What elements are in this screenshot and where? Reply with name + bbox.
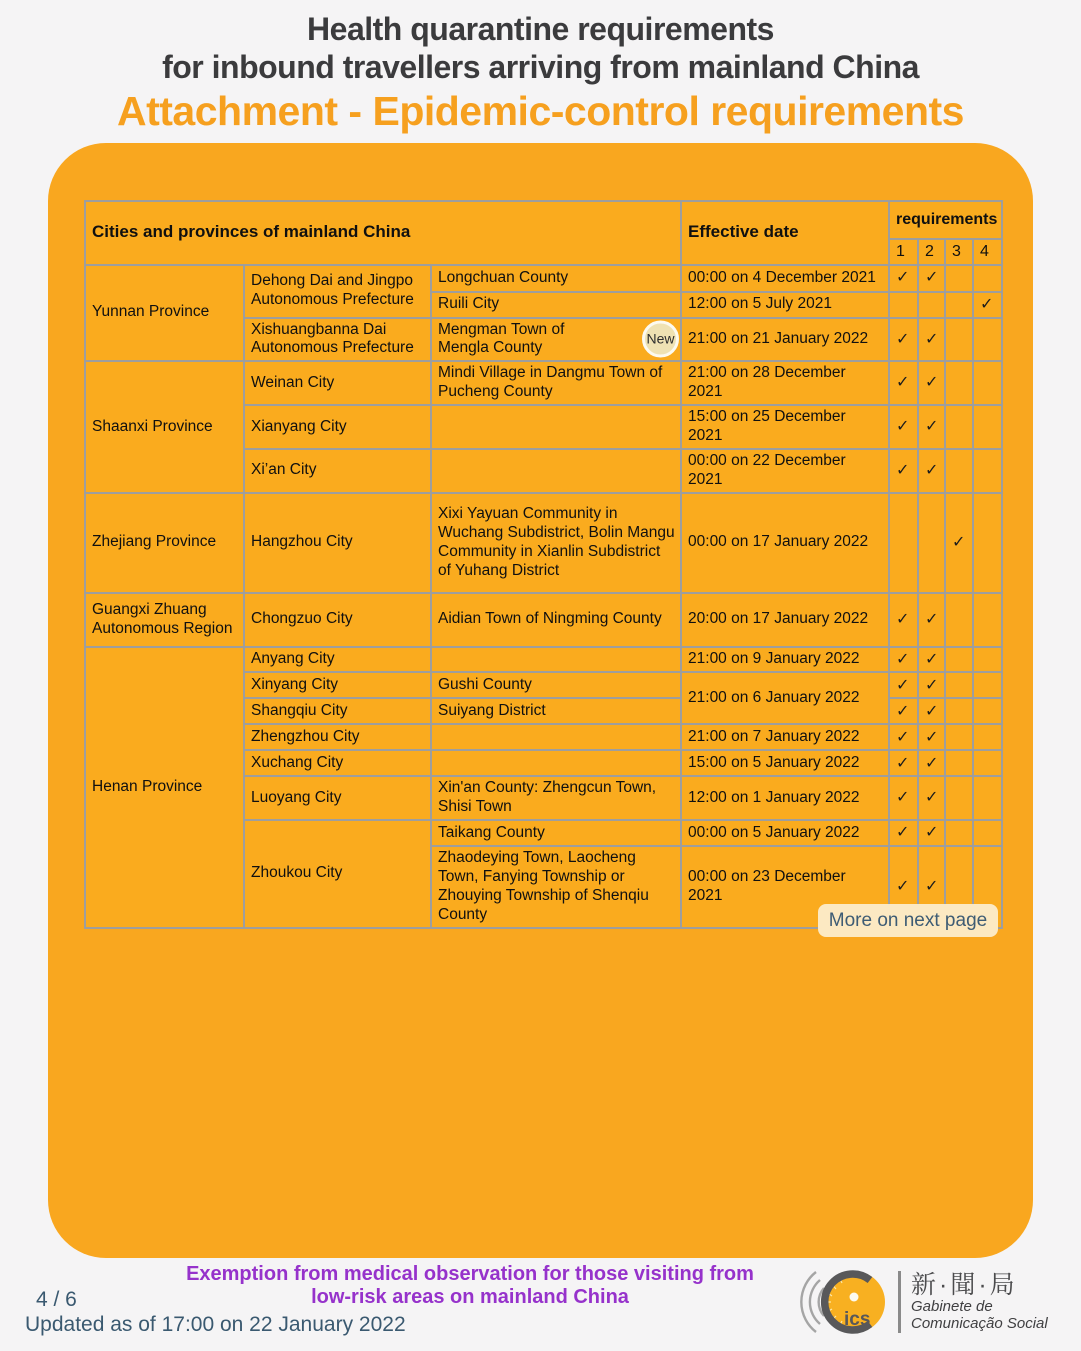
cell-area bbox=[431, 750, 681, 776]
exemption-note bbox=[150, 1263, 790, 1310]
cell-area: Taikang County bbox=[431, 820, 681, 846]
cell-city: Shangqiu City bbox=[244, 698, 431, 724]
cell-check-1: ✓ bbox=[889, 724, 918, 750]
cell-city: Zhengzhou City bbox=[244, 724, 431, 750]
cell-area: Longchuan County bbox=[431, 265, 681, 292]
page-number: 4 / 6 bbox=[36, 1288, 77, 1311]
cell-check-4: ✓ bbox=[973, 292, 1002, 318]
cell-check-4 bbox=[973, 724, 1002, 750]
cell-area-text: Mengman Town of Mengla County bbox=[438, 320, 565, 357]
cell-check-2: ✓ bbox=[918, 265, 945, 292]
cell-check-4 bbox=[973, 776, 1002, 820]
cell-check-4 bbox=[973, 405, 1002, 449]
table-row bbox=[85, 493, 1002, 593]
cell-city: Hangzhou City bbox=[244, 493, 431, 593]
cell-date: 12:00 on 5 July 2021 bbox=[681, 292, 889, 318]
cell-check-3 bbox=[945, 698, 973, 724]
cell-check-3 bbox=[945, 776, 973, 820]
cell-city: Chongzuo City bbox=[244, 593, 431, 647]
requirements-table bbox=[84, 200, 1003, 929]
cell-date: 00:00 on 4 December 2021 bbox=[681, 265, 889, 292]
cell-date: 21:00 on 21 January 2022 bbox=[681, 318, 889, 362]
header-effective-date: Effective date bbox=[681, 201, 889, 265]
cell-check-4 bbox=[973, 647, 1002, 673]
cell-check-1: ✓ bbox=[889, 698, 918, 724]
cell-check-4 bbox=[973, 493, 1002, 593]
cell-date: 00:00 on 23 December 2021 bbox=[681, 846, 889, 928]
exemption-line1: Exemption from medical observation for those visiting from bbox=[186, 1263, 754, 1285]
header-req-3: 3 bbox=[945, 239, 973, 265]
header-req-1: 1 bbox=[889, 239, 918, 265]
cell-check-3: ✓ bbox=[945, 493, 973, 593]
cell-check-4 bbox=[973, 750, 1002, 776]
cell-date: 21:00 on 9 January 2022 bbox=[681, 647, 889, 673]
more-on-next-page-button[interactable]: More on next page bbox=[818, 904, 998, 937]
cell-check-3 bbox=[945, 672, 973, 698]
gcs-logo-text bbox=[898, 1271, 1048, 1333]
cell-city: Zhoukou City bbox=[244, 820, 431, 928]
cell-check-3 bbox=[945, 820, 973, 846]
cell-area: Gushi County bbox=[431, 672, 681, 698]
cell-area bbox=[431, 647, 681, 673]
cell-check-2: ✓ bbox=[918, 449, 945, 493]
svg-text:ics: ics bbox=[844, 1309, 871, 1330]
gcs-logo-icon bbox=[790, 1261, 894, 1343]
cell-area bbox=[431, 405, 681, 449]
cell-check-4 bbox=[973, 449, 1002, 493]
updated-timestamp: Updated as of 17:00 on 22 January 2022 bbox=[25, 1313, 406, 1336]
cell-check-1: ✓ bbox=[889, 750, 918, 776]
cell-city: Xinyang City bbox=[244, 672, 431, 698]
cell-check-4 bbox=[973, 672, 1002, 698]
cell-area: Aidian Town of Ningming County bbox=[431, 593, 681, 647]
cell-check-1: ✓ bbox=[889, 820, 918, 846]
cell-check-2: ✓ bbox=[918, 593, 945, 647]
cell-check-2: ✓ bbox=[918, 698, 945, 724]
cell-check-1 bbox=[889, 493, 918, 593]
cell-check-2: ✓ bbox=[918, 672, 945, 698]
cell-check-3 bbox=[945, 361, 973, 405]
exemption-line2: low-risk areas on mainland China bbox=[311, 1286, 629, 1309]
cell-check-4 bbox=[973, 820, 1002, 846]
cell-check-4 bbox=[973, 318, 1002, 362]
cell-check-3 bbox=[945, 265, 973, 292]
page-header bbox=[0, 10, 1081, 133]
gcs-pt-line1: Gabinete de bbox=[911, 1297, 993, 1315]
cell-date: 15:00 on 25 December 2021 bbox=[681, 405, 889, 449]
cell-date: 00:00 on 22 December 2021 bbox=[681, 449, 889, 493]
cell-area: Mindi Village in Dangmu Town of Pucheng County bbox=[431, 361, 681, 405]
cell-check-2: ✓ bbox=[918, 318, 945, 362]
cell-check-3 bbox=[945, 449, 973, 493]
cell-check-1: ✓ bbox=[889, 405, 918, 449]
cell-date: 12:00 on 1 January 2022 bbox=[681, 776, 889, 820]
header-requirements: requirements bbox=[889, 201, 1002, 239]
cell-check-4 bbox=[973, 593, 1002, 647]
orange-card bbox=[48, 143, 1033, 1258]
cell-check-2 bbox=[918, 493, 945, 593]
gcs-chinese-name: 新·聞·局 bbox=[911, 1270, 1018, 1299]
cell-check-1: ✓ bbox=[889, 672, 918, 698]
cell-check-4 bbox=[973, 265, 1002, 292]
gcs-pt-line2: Comunicação Social bbox=[911, 1315, 1048, 1333]
table-row bbox=[85, 593, 1002, 647]
cell-check-1: ✓ bbox=[889, 647, 918, 673]
cell-date: 00:00 on 17 January 2022 bbox=[681, 493, 889, 593]
cell-check-3 bbox=[945, 405, 973, 449]
cell-date: 15:00 on 5 January 2022 bbox=[681, 750, 889, 776]
cell-date: 21:00 on 6 January 2022 bbox=[681, 672, 889, 724]
cell-area bbox=[431, 724, 681, 750]
cell-area: Xixi Yayuan Community in Wuchang Subdistrict, Bolin Mangu Community in Xianlin Subdistrict of Yuhang District bbox=[431, 493, 681, 593]
cell-check-2: ✓ bbox=[918, 647, 945, 673]
cell-province: Yunnan Province bbox=[85, 265, 244, 362]
cell-city: Xianyang City bbox=[244, 405, 431, 449]
cell-check-2: ✓ bbox=[918, 405, 945, 449]
cell-city: Xishuangbanna Dai Autonomous Prefecture bbox=[244, 318, 431, 362]
page-title-line2: for inbound travellers arriving from mainland China bbox=[162, 49, 919, 86]
cell-check-1: ✓ bbox=[889, 318, 918, 362]
cell-area: Xin'an County: Zhengcun Town, Shisi Town bbox=[431, 776, 681, 820]
cell-check-3 bbox=[945, 647, 973, 673]
cell-province: Henan Province bbox=[85, 647, 244, 928]
cell-check-1: ✓ bbox=[889, 776, 918, 820]
cell-province: Shaanxi Province bbox=[85, 361, 244, 492]
new-badge: New bbox=[642, 321, 679, 358]
cell-check-1: ✓ bbox=[889, 593, 918, 647]
cell-area: Zhaodeying Town, Laocheng Town, Fanying Township or Zhouying Township of Shenqiu County bbox=[431, 846, 681, 928]
page-title-line1: Health quarantine requirements bbox=[307, 11, 774, 47]
cell-area: Suiyang District bbox=[431, 698, 681, 724]
cell-province: Zhejiang Province bbox=[85, 493, 244, 593]
gcs-logo bbox=[790, 1260, 1048, 1344]
cell-city: Luoyang City bbox=[244, 776, 431, 820]
cell-check-3 bbox=[945, 292, 973, 318]
cell-check-1: ✓ bbox=[889, 846, 918, 928]
cell-check-2: ✓ bbox=[918, 820, 945, 846]
cell-date: 21:00 on 28 December 2021 bbox=[681, 361, 889, 405]
cell-date: 00:00 on 5 January 2022 bbox=[681, 820, 889, 846]
cell-check-3 bbox=[945, 593, 973, 647]
cell-date: 21:00 on 7 January 2022 bbox=[681, 724, 889, 750]
table-row bbox=[85, 647, 1002, 673]
cell-check-3 bbox=[945, 750, 973, 776]
cell-check-1: ✓ bbox=[889, 361, 918, 405]
cell-check-2 bbox=[918, 292, 945, 318]
cell-check-4 bbox=[973, 361, 1002, 405]
cell-check-1 bbox=[889, 292, 918, 318]
cell-check-3 bbox=[945, 318, 973, 362]
cell-city: Xuchang City bbox=[244, 750, 431, 776]
attachment-subtitle: Attachment - Epidemic-control requirements bbox=[117, 87, 964, 134]
cell-area bbox=[431, 449, 681, 493]
cell-check-2: ✓ bbox=[918, 776, 945, 820]
cell-area: Ruili City bbox=[431, 292, 681, 318]
cell-city: Weinan City bbox=[244, 361, 431, 405]
cell-check-1: ✓ bbox=[889, 265, 918, 292]
cell-check-2: ✓ bbox=[918, 361, 945, 405]
cell-city: Anyang City bbox=[244, 647, 431, 673]
table-row bbox=[85, 265, 1002, 292]
cell-province: Guangxi Zhuang Autonomous Region bbox=[85, 593, 244, 647]
cell-check-2: ✓ bbox=[918, 724, 945, 750]
table-row bbox=[85, 361, 1002, 405]
cell-check-2: ✓ bbox=[918, 750, 945, 776]
cell-check-1: ✓ bbox=[889, 449, 918, 493]
cell-city: Xi’an City bbox=[244, 449, 431, 493]
header-req-4: 4 bbox=[973, 239, 1002, 265]
cell-city: Dehong Dai and Jingpo Autonomous Prefecture bbox=[244, 265, 431, 318]
header-cities: Cities and provinces of mainland China bbox=[85, 201, 681, 265]
cell-check-4 bbox=[973, 698, 1002, 724]
cell-check-3 bbox=[945, 724, 973, 750]
header-req-2: 2 bbox=[918, 239, 945, 265]
cell-area bbox=[431, 318, 681, 362]
cell-check-2: ✓ bbox=[918, 846, 945, 928]
cell-date: 20:00 on 17 January 2022 bbox=[681, 593, 889, 647]
